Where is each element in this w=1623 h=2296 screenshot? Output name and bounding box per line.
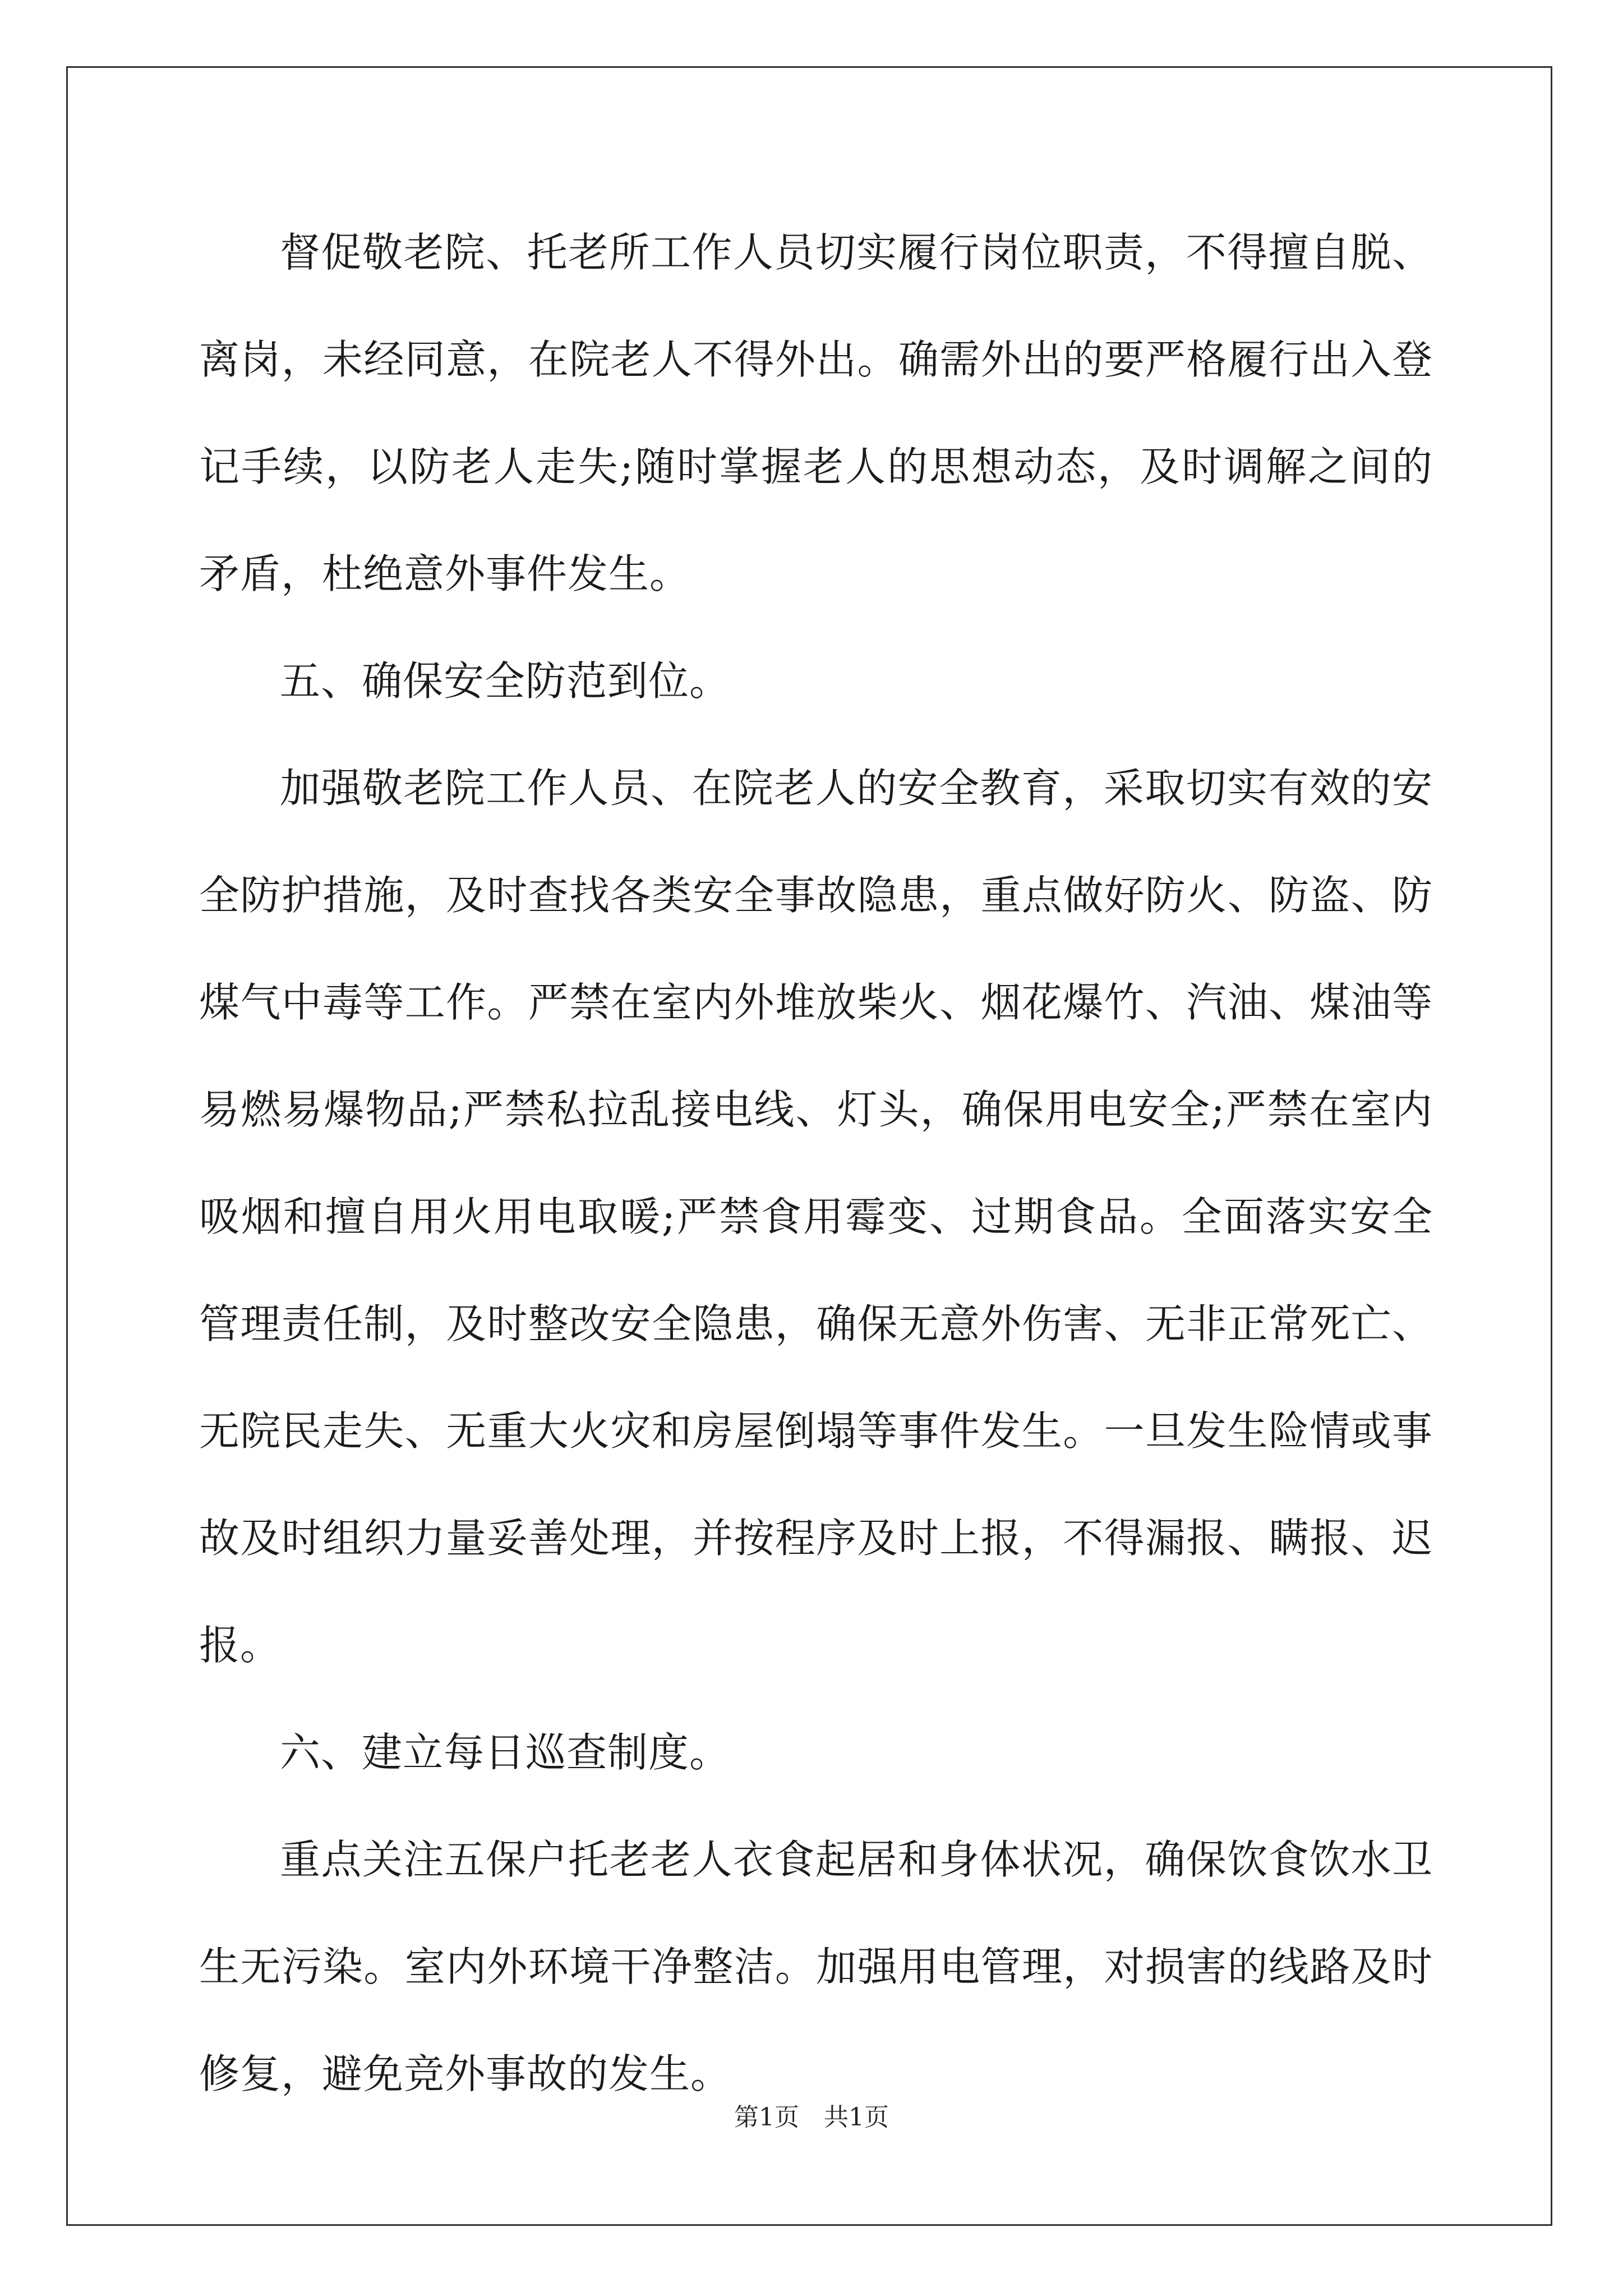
document-body <box>199 199 1433 2128</box>
section-heading-safety: 五、确保安全防范到位。 <box>280 657 731 705</box>
paragraph-inspection: 重点关注五保户托老老人衣食起居和身体状况，确保饮食饮水卫生无污染。室内外环境干净整洁。加强用电管理，对损害的线路及时修复，避免竞外事故的发生。 <box>199 1836 1433 2097</box>
paragraph-safety: 加强敬老院工作人员、在院老人的安全教育，采取切实有效的安全防护措施，及时查找各类安全事故隐患，重点做好防火、防盗、防煤气中毒等工作。严禁在室内外堆放柴火、烟花爆竹、汽油、煤油等易燃易爆物品;严禁私拉乱接电线、灯头，确保用电安全;严禁在室内吸烟和擅自用火用电取暖;严禁食用霉变、过期食品。全面落实安全管理责任制，及时整改安全隐患，确保无意外伤害、无非正常死亡、无院民走失、无重大火灾和房屋倒塌等事件发生。一旦发生险情或事故及时组织力量妥善处理，并按程序及时上报，不得漏报、瞒报、迟报。 <box>199 765 1433 1669</box>
section-heading-inspection: 六、建立每日巡查制度。 <box>280 1729 731 1776</box>
page-number-footer: 第1页 共1页 <box>734 2103 889 2132</box>
paragraph-duty: 督促敬老院、托老所工作人员切实履行岗位职责，不得擅自脱、离岗，未经同意，在院老人不得外出。确需外出的要严格履行出入登记手续，以防老人走失;随时掌握老人的思想动态，及时调解之间的矛盾，杜绝意外事件发生。 <box>199 229 1433 597</box>
